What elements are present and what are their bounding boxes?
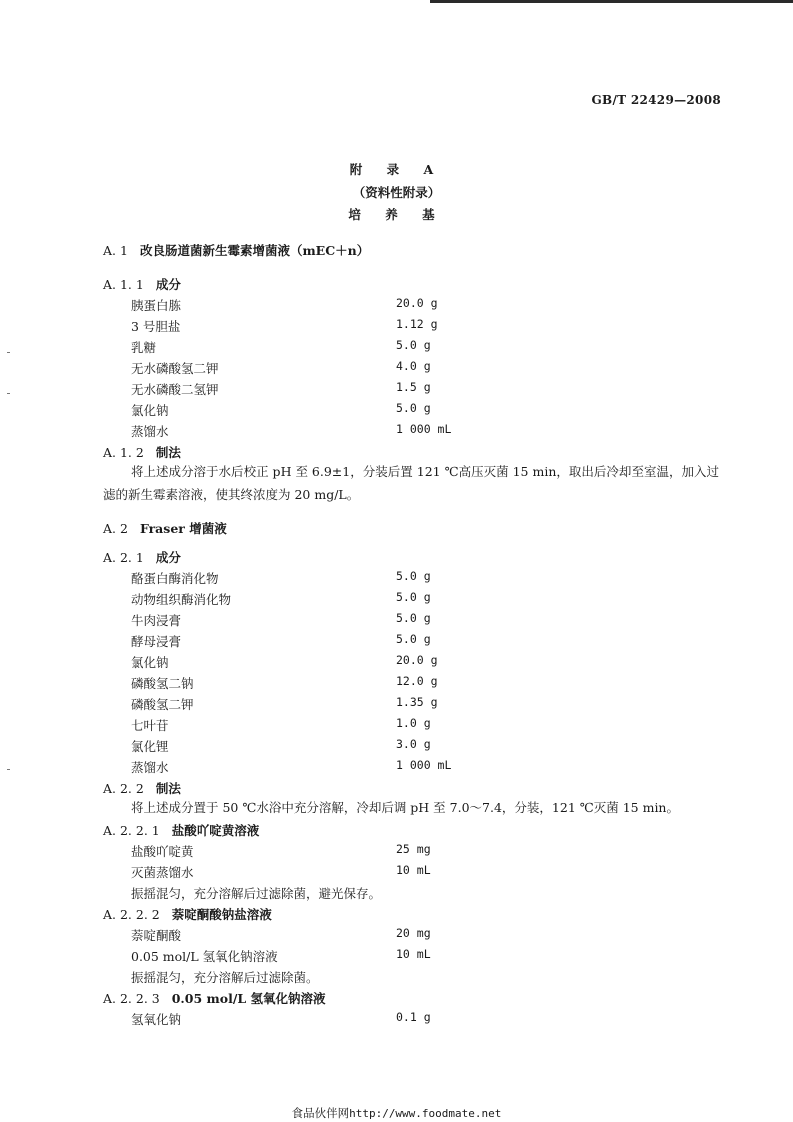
subsection-heading: [103, 779, 181, 797]
section-title: 成分: [155, 277, 181, 292]
ingredient-amount: 0.1 g: [396, 1010, 431, 1024]
subsection-heading: [103, 821, 259, 839]
ingredient-name: 蒸馏水: [131, 760, 169, 775]
ingredient-amount: 20 mg: [396, 926, 431, 940]
ingredient-name: 无水磷酸二氢钾: [131, 382, 219, 397]
ingredient-amount: 3.0 g: [396, 737, 431, 751]
section-heading: [103, 241, 369, 259]
section-title: 萘啶酮酸钠盐溶液: [171, 907, 272, 922]
ingredient-name: 七叶苷: [131, 718, 169, 733]
ingredient-amount: 1 000 mL: [396, 422, 452, 436]
section-number: A. 2. 2. 3: [103, 991, 160, 1006]
ingredient-amount: 4.0 g: [396, 359, 431, 373]
ingredient-amount: 1.35 g: [396, 695, 438, 709]
subsection-heading: [103, 443, 181, 461]
ingredient-amount: 1.12 g: [396, 317, 438, 331]
ingredient-name: 蒸馏水: [131, 424, 169, 439]
ingredient-name: 0.05 mol/L 氢氧化钠溶液: [131, 949, 278, 964]
scan-mark: [7, 352, 10, 353]
ingredient-name: 胰蛋白胨: [131, 298, 182, 313]
section-title: Fraser 增菌液: [139, 521, 227, 536]
section-number: A. 2. 1: [103, 550, 144, 565]
ingredient-name: 磷酸氢二钾: [131, 697, 194, 712]
section-number: A. 1. 2: [103, 445, 144, 460]
ingredient-name: 3 号胆盐: [131, 319, 181, 334]
section-number: A. 1: [103, 243, 128, 258]
ingredient-name: 牛肉浸膏: [131, 613, 182, 628]
procedure-note: 振摇混匀，充分溶解后过滤除菌。: [131, 970, 319, 985]
ingredient-amount: 5.0 g: [396, 401, 431, 415]
ingredient-amount: 1 000 mL: [396, 758, 452, 772]
scan-mark: [7, 769, 10, 770]
ingredient-amount: 1.0 g: [396, 716, 431, 730]
ingredient-amount: 5.0 g: [396, 590, 431, 604]
appendix-name: 培 养 基: [348, 207, 445, 222]
ingredient-name: 乳糖: [131, 340, 157, 355]
ingredient-name: 氯化钠: [131, 655, 169, 670]
ingredient-name: 酪蛋白酶消化物: [131, 571, 219, 586]
ingredient-amount: 10 mL: [396, 947, 431, 961]
scan-mark: [7, 393, 10, 394]
section-title: 制法: [155, 781, 181, 796]
procedure-note: 振摇混匀，充分溶解后过滤除菌，避光保存。: [131, 886, 382, 901]
appendix-note: （资料性附录）: [352, 185, 441, 200]
subsection-heading: [103, 275, 181, 293]
section-title: 制法: [155, 445, 181, 460]
section-title: 改良肠道菌新生霉素增菌液（mEC＋n）: [139, 243, 370, 258]
ingredient-amount: 10 mL: [396, 863, 431, 877]
ingredient-amount: 5.0 g: [396, 611, 431, 625]
ingredient-name: 氯化钠: [131, 403, 169, 418]
section-number: A. 2: [103, 521, 128, 536]
top-rule: [430, 0, 793, 3]
method-paragraph: 将上述成分溶于水后校正 pH 至 6.9±1，分装后置 121 ℃高压灭菌 15 min，取出后冷却至室温，加入过滤的新生霉素溶液，使其终浓度为 20 mg/L。: [103, 464, 719, 502]
ingredient-name: 氯化锂: [131, 739, 169, 754]
standard-number: GB/T 22429—2008: [591, 93, 721, 107]
subsection-heading: [103, 989, 326, 1007]
section-number: A. 2. 2. 1: [103, 823, 160, 838]
ingredient-amount: 20.0 g: [396, 296, 438, 310]
ingredient-name: 氢氧化钠: [131, 1012, 182, 1027]
ingredient-amount: 1.5 g: [396, 380, 431, 394]
ingredient-amount: 25 mg: [396, 842, 431, 856]
footer-url[interactable]: http://www.foodmate.net: [349, 1107, 502, 1120]
ingredient-name: 萘啶酮酸: [131, 928, 182, 943]
section-title: 0.05 mol/L 氢氧化钠溶液: [171, 991, 326, 1006]
section-title: 盐酸吖啶黄溶液: [171, 823, 260, 838]
ingredient-name: 盐酸吖啶黄: [131, 844, 194, 859]
ingredient-amount: 5.0 g: [396, 338, 431, 352]
appendix-title: 附 录 A: [349, 162, 444, 177]
ingredient-amount: 5.0 g: [396, 632, 431, 646]
ingredient-name: 酵母浸膏: [131, 634, 182, 649]
section-number: A. 2. 2. 2: [103, 907, 160, 922]
subsection-heading: [103, 548, 181, 566]
ingredient-amount: 12.0 g: [396, 674, 438, 688]
ingredient-name: 灭菌蒸馏水: [131, 865, 194, 880]
section-number: A. 1. 1: [103, 277, 144, 292]
ingredient-name: 磷酸氢二钠: [131, 676, 194, 691]
section-heading: [103, 519, 227, 537]
ingredient-amount: 20.0 g: [396, 653, 438, 667]
footer-watermark: [0, 1105, 793, 1121]
ingredient-name: 动物组织酶消化物: [131, 592, 232, 607]
ingredient-name: 无水磷酸氢二钾: [131, 361, 219, 376]
section-number: A. 2. 2: [103, 781, 144, 796]
method-paragraph: 将上述成分置于 50 ℃水浴中充分溶解，冷却后调 pH 至 7.0～7.4，分装，121 ℃灭菌 15 min。: [131, 800, 679, 815]
ingredient-amount: 5.0 g: [396, 569, 431, 583]
section-title: 成分: [155, 550, 181, 565]
subsection-heading: [103, 905, 272, 923]
footer-site: 食品伙伴网: [291, 1106, 350, 1120]
